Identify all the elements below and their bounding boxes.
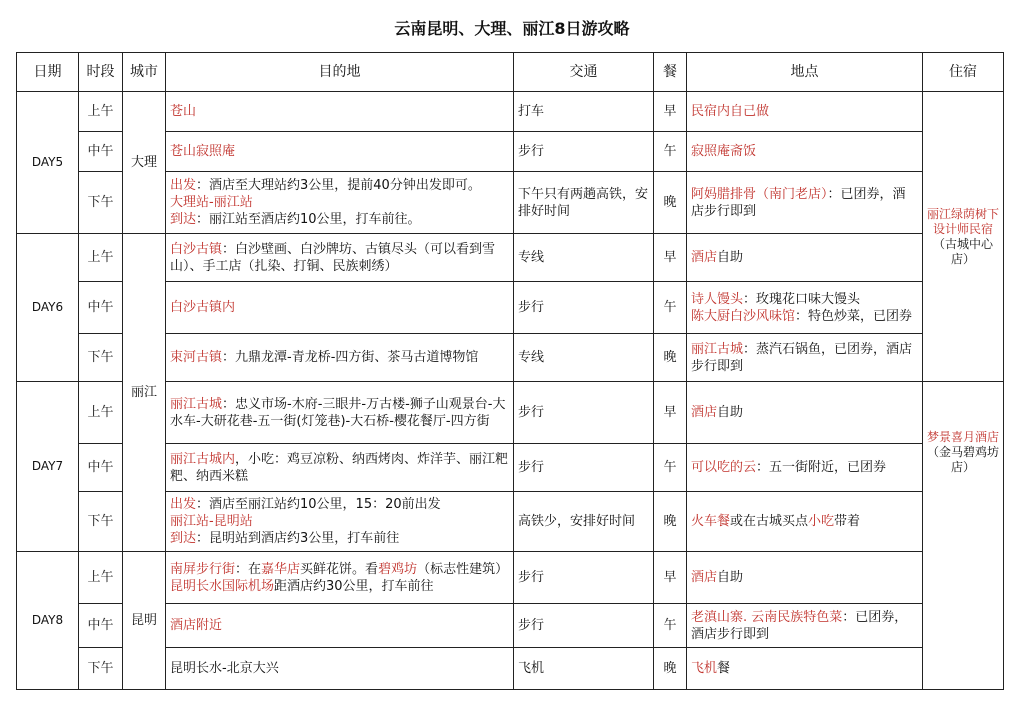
meal-cell: 午 xyxy=(654,282,687,334)
place-cell xyxy=(687,444,923,492)
table-row xyxy=(17,132,1004,172)
destination-cell xyxy=(166,172,514,234)
table-row xyxy=(17,492,1004,552)
destination-line xyxy=(170,177,509,194)
destination-highlight: 到达 xyxy=(170,531,197,546)
place-cell xyxy=(687,382,923,444)
destination-highlight: 丽江古城内 xyxy=(170,451,236,467)
day-cell: DAY7 xyxy=(17,382,79,552)
place-highlight: 酒店 xyxy=(691,570,718,585)
place-highlight: 诗人馒头 xyxy=(691,291,744,307)
meal-cell: 晚 xyxy=(654,492,687,552)
place-text: 或在古城买点 xyxy=(730,514,809,529)
destination-line xyxy=(170,451,509,485)
destination-highlight: 束河古镇 xyxy=(170,350,223,365)
place-highlight: 老滇山寨. 云南民族特色菜 xyxy=(691,609,843,625)
destination-highlight: 苍山 xyxy=(170,104,197,119)
transport-cell: 下午只有两趟高铁，安排好时间 xyxy=(514,172,654,234)
meal-cell: 晚 xyxy=(654,172,687,234)
place-line xyxy=(691,103,918,120)
hotel-name: 丽江绿荫树下设计师民宿 xyxy=(926,206,999,236)
destination-cell xyxy=(166,282,514,334)
destination-highlight: 出发 xyxy=(170,178,197,193)
destination-text: ：酒店至丽江站约10公里，15：20前出发 xyxy=(196,497,441,512)
destination-cell xyxy=(166,552,514,604)
place-line xyxy=(691,513,918,530)
hotel-name: 梦景喜月酒店 xyxy=(926,430,999,444)
place-cell xyxy=(687,282,923,334)
meal-cell: 早 xyxy=(654,92,687,132)
destination-line xyxy=(170,496,509,513)
destination-line xyxy=(170,194,509,211)
table-row xyxy=(17,552,1004,604)
destination-cell xyxy=(166,444,514,492)
period-cell: 中午 xyxy=(79,604,123,648)
place-highlight: 酒店 xyxy=(691,250,718,265)
place-highlight: 小吃 xyxy=(808,514,835,529)
place-cell xyxy=(687,234,923,282)
destination-cell xyxy=(166,92,514,132)
hotel-note: （古城中心店） xyxy=(932,236,993,266)
place-highlight: 民宿内自己做 xyxy=(691,104,770,119)
period-cell: 上午 xyxy=(79,234,123,282)
destination-text: ：九鼎龙潭-青龙桥-四方街、茶马古道博物馆 xyxy=(222,350,479,365)
place-text: ：已团券，酒店步行即到 xyxy=(691,609,908,642)
period-cell: 上午 xyxy=(79,552,123,604)
period-cell: 下午 xyxy=(79,492,123,552)
destination-line xyxy=(170,660,509,677)
destination-text: 昆明长水-北京大兴 xyxy=(170,661,279,676)
destination-text: （标志性建筑） xyxy=(417,561,509,577)
destination-cell xyxy=(166,234,514,282)
table-row xyxy=(17,334,1004,382)
meal-cell: 午 xyxy=(654,444,687,492)
destination-line xyxy=(170,396,509,430)
meal-cell: 早 xyxy=(654,234,687,282)
destination-highlight: 白沙古镇内 xyxy=(170,300,236,315)
place-text: 自助 xyxy=(717,250,744,265)
city-cell: 大理 xyxy=(123,92,166,234)
table-row xyxy=(17,648,1004,690)
meal-cell: 午 xyxy=(654,132,687,172)
place-cell xyxy=(687,132,923,172)
destination-line xyxy=(170,143,509,160)
destination-highlight: 丽江古城 xyxy=(170,396,223,412)
transport-cell: 专线 xyxy=(514,334,654,382)
header-lodging: 住宿 xyxy=(923,53,1004,92)
place-highlight: 寂照庵斋饭 xyxy=(691,144,757,159)
transport-cell: 步行 xyxy=(514,382,654,444)
place-highlight: 阿妈腊排骨（南门老店） xyxy=(691,186,828,202)
destination-text: ，小吃：鸡豆凉粉、纳西烤肉、炸洋芋、丽江粑粑、纳西米糕 xyxy=(170,451,509,484)
destination-text: ：白沙壁画、白沙牌坊、古镇尽头（可以看到雪山）、手工店（扎染、打铜、民族刺绣） xyxy=(170,241,496,274)
place-highlight: 酒店 xyxy=(691,405,718,420)
destination-cell xyxy=(166,132,514,172)
period-cell: 中午 xyxy=(79,132,123,172)
place-cell xyxy=(687,648,923,690)
place-cell xyxy=(687,552,923,604)
place-text: 自助 xyxy=(717,405,744,420)
place-highlight: 可以吃的云 xyxy=(691,460,757,475)
destination-highlight: 出发 xyxy=(170,497,197,512)
destination-cell xyxy=(166,382,514,444)
hotel-note: （金马碧鸡坊店） xyxy=(926,445,999,474)
destination-text: ：酒店至大理站约3公里，提前40分钟出发即可。 xyxy=(196,178,481,193)
place-line xyxy=(691,404,918,421)
destination-highlight: 大理站-丽江站 xyxy=(170,195,253,210)
header-place: 地点 xyxy=(687,53,923,92)
meal-cell: 晚 xyxy=(654,334,687,382)
place-highlight: 火车餐 xyxy=(691,514,731,529)
destination-highlight: 昆明长水国际机场 xyxy=(170,578,275,594)
itinerary-table xyxy=(16,52,1004,690)
destination-highlight: 白沙古镇 xyxy=(170,241,223,257)
place-highlight: 丽江古城 xyxy=(691,341,744,357)
day-cell: DAY8 xyxy=(17,552,79,690)
place-line xyxy=(691,308,918,325)
table-row xyxy=(17,234,1004,282)
destination-highlight: 嘉华店 xyxy=(261,561,301,577)
destination-highlight: 丽江站-昆明站 xyxy=(170,514,253,529)
place-line xyxy=(691,341,918,375)
place-cell xyxy=(687,604,923,648)
transport-cell: 高铁少，安排好时间 xyxy=(514,492,654,552)
header-row xyxy=(17,53,1004,92)
place-line xyxy=(691,291,918,308)
destination-text: ：忠义市场-木府-三眼井-万古楼-狮子山观景台-大水车-大研花巷-五一街(灯笼巷)-大石桥-樱花餐厅-四方街 xyxy=(170,396,506,429)
place-line xyxy=(691,143,918,160)
day-cell: DAY5 xyxy=(17,92,79,234)
destination-line xyxy=(170,561,509,578)
destination-line xyxy=(170,530,509,547)
header-period: 时段 xyxy=(79,53,123,92)
place-text: 带着 xyxy=(834,514,861,529)
period-cell: 上午 xyxy=(79,382,123,444)
destination-text: 买鲜花饼。看 xyxy=(300,561,379,577)
lodging-cell xyxy=(923,382,1004,690)
meal-cell: 早 xyxy=(654,382,687,444)
table-row xyxy=(17,444,1004,492)
table-row xyxy=(17,282,1004,334)
meal-cell: 晚 xyxy=(654,648,687,690)
place-highlight: 飞机 xyxy=(691,661,718,676)
transport-cell: 打车 xyxy=(514,92,654,132)
transport-cell: 步行 xyxy=(514,552,654,604)
place-text: 餐 xyxy=(717,661,731,676)
meal-cell: 早 xyxy=(654,552,687,604)
table-row xyxy=(17,172,1004,234)
table-row xyxy=(17,92,1004,132)
header-city: 城市 xyxy=(123,53,166,92)
destination-text: ：在 xyxy=(235,561,262,577)
period-cell: 下午 xyxy=(79,648,123,690)
place-cell xyxy=(687,172,923,234)
destination-highlight: 到达 xyxy=(170,212,197,227)
place-line xyxy=(691,609,918,643)
destination-highlight: 苍山寂照庵 xyxy=(170,144,236,159)
place-cell xyxy=(687,334,923,382)
place-line xyxy=(691,249,918,266)
city-cell: 丽江 xyxy=(123,234,166,552)
destination-line xyxy=(170,513,509,530)
place-text: ：特色炒菜，已团券 xyxy=(795,308,913,324)
transport-cell: 步行 xyxy=(514,282,654,334)
place-highlight: 陈大厨白沙风味馆 xyxy=(691,308,796,324)
place-text: ：五一街附近，已团券 xyxy=(756,460,887,475)
period-cell: 下午 xyxy=(79,334,123,382)
header-date: 日期 xyxy=(17,53,79,92)
header-destination: 目的地 xyxy=(166,53,514,92)
destination-cell xyxy=(166,648,514,690)
destination-text: 距酒店约30公里，打车前往 xyxy=(274,578,434,594)
transport-cell: 飞机 xyxy=(514,648,654,690)
destination-text: ：丽江站至酒店约10公里，打车前往。 xyxy=(196,212,421,227)
destination-highlight: 南屏步行街 xyxy=(170,561,236,577)
destination-highlight: 酒店附近 xyxy=(170,618,223,633)
destination-line xyxy=(170,578,509,595)
period-cell: 中午 xyxy=(79,444,123,492)
place-line xyxy=(691,569,918,586)
period-cell: 中午 xyxy=(79,282,123,334)
destination-line xyxy=(170,241,509,275)
lodging-cell xyxy=(923,92,1004,382)
table-row xyxy=(17,604,1004,648)
destination-highlight: 碧鸡坊 xyxy=(378,561,418,577)
destination-line xyxy=(170,349,509,366)
meal-cell: 午 xyxy=(654,604,687,648)
city-cell: 昆明 xyxy=(123,552,166,690)
destination-cell xyxy=(166,604,514,648)
place-line xyxy=(691,660,918,677)
period-cell: 上午 xyxy=(79,92,123,132)
place-line xyxy=(691,186,918,220)
destination-line xyxy=(170,617,509,634)
place-text: 自助 xyxy=(717,570,744,585)
place-text: ：已团券，酒店步行即到 xyxy=(691,186,906,219)
transport-cell: 步行 xyxy=(514,132,654,172)
table-row xyxy=(17,382,1004,444)
page-title: 云南昆明、大理、丽江8日游攻略 xyxy=(394,19,630,38)
destination-line xyxy=(170,299,509,316)
place-text: ：蒸汽石锅鱼，已团券，酒店步行即到 xyxy=(691,341,913,374)
period-cell: 下午 xyxy=(79,172,123,234)
transport-cell: 步行 xyxy=(514,444,654,492)
destination-line xyxy=(170,103,509,120)
day-cell: DAY6 xyxy=(17,234,79,382)
transport-cell: 步行 xyxy=(514,604,654,648)
place-text: ：玫瑰花口味大馒头 xyxy=(743,291,861,307)
place-cell xyxy=(687,92,923,132)
destination-cell xyxy=(166,492,514,552)
header-transport: 交通 xyxy=(514,53,654,92)
header-meal: 餐 xyxy=(654,53,687,92)
destination-text: ：昆明站到酒店约3公里，打车前往 xyxy=(196,531,400,546)
place-line xyxy=(691,459,918,476)
transport-cell: 专线 xyxy=(514,234,654,282)
destination-cell xyxy=(166,334,514,382)
destination-line xyxy=(170,211,509,228)
place-cell xyxy=(687,492,923,552)
